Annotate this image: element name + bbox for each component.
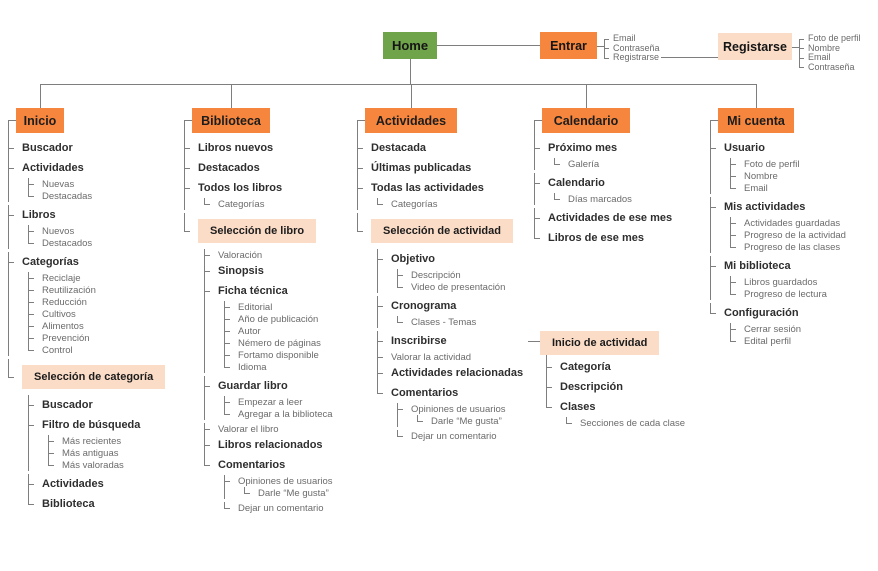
column-biblioteca [184,108,333,517]
registarse-children-bracket [799,34,861,72]
registarse-child-item: Email [799,53,861,63]
connector-registrarse-registarse [661,57,718,58]
node-label: Email [744,182,768,194]
node-label: Destacados [42,237,93,249]
column-mi-cuenta [710,108,846,350]
tree-node-cultivos [28,308,165,320]
tree-node-galeria [554,158,672,170]
tree-branch [224,301,333,373]
tree-node-actividades-de-ese-mes [534,208,672,228]
tree-node-agregar-a-la-biblioteca [224,408,333,420]
tree-node-reduccion [28,296,165,308]
node-label: Progreso de lectura [744,288,827,300]
subsection-box-label: Inicio de actividad [552,337,648,349]
node-label: Opiniones de usuarios [411,403,506,415]
node-label: Categorías [22,255,79,268]
tree-branch [397,269,523,293]
connector-drop-biblioteca [231,84,232,108]
node-label: Categorías [218,198,265,210]
tree-node-comentarios [377,383,523,442]
tree-node-actividades [28,474,165,494]
tree-node-mi-biblioteca [710,256,846,300]
node-label: Valoración [218,249,263,261]
node-label: Cronograma [391,299,457,312]
node-label: Configuración [724,306,799,319]
registarse-child-item: Nombre [799,44,861,54]
tree-node-mis-actividades [710,197,846,253]
node-label: Galería [568,158,600,170]
node-label: Descripción [411,269,461,281]
node-label: Reciclaje [42,272,81,284]
entrar-node-box [540,32,597,59]
node-label: Fortamo disponible [238,349,319,361]
subsection-box-inicio-de-actividad [540,331,659,355]
node-label: Todos los libros [198,181,283,194]
tree-branch [710,138,846,347]
node-label: Actividades [22,161,84,174]
node-label: Némero de páginas [238,337,321,349]
connector-drop-actividades [411,84,412,108]
node-label: Próximo mes [548,141,618,154]
tree-node-biblioteca [28,494,165,514]
tree-node-cerrar-sesion [730,323,846,335]
tree-node-actividades-guardadas [730,217,846,229]
node-label: Todas las actividades [371,181,484,194]
tree-node-dias-marcados [554,193,672,205]
tree-node-configuracion [710,303,846,347]
tree-node-cronograma [377,296,523,328]
node-label: Comentarios [391,386,459,399]
node-label: Dejar un comentario [238,502,324,514]
tree-node-progreso-de-lectura [730,288,846,300]
tree-node-destacadas [28,190,165,202]
tree-branch [730,276,846,300]
tree-node-buscador [8,138,165,158]
node-label: Nombre [744,170,778,182]
section-box-label: Mi cuenta [727,113,785,128]
node-label: Libros nuevos [198,141,274,154]
node-label: Cultivos [42,308,76,320]
node-label: Actividades [42,477,104,490]
tree-node-idioma [224,361,333,373]
tree-node-dejar-un-comentario [224,502,333,514]
node-label: Actividades de ese mes [548,211,673,224]
tree-branch [224,475,333,514]
column-actividades [357,108,523,445]
tree-node-comentarios [204,455,333,514]
node-label: Inscribirse [391,334,447,347]
floating-subtree-inicio-de-actividad [540,331,685,432]
node-label: Calendario [548,176,605,189]
subsection-box-label: Selección de actividad [371,219,513,243]
tree-node-todas-las-actividades [357,178,523,210]
tree-branch [534,138,672,248]
tree-node-ano-de-publicacion [224,313,333,325]
connector-entrar-bracket [597,46,604,47]
node-label: Foto de perfil [744,158,800,170]
node-label: Progreso de la actividad [744,229,846,241]
tree-node-video-de-presentacion [397,281,523,293]
tree-node-prevencion [28,332,165,344]
tree-node-valorar-el-libro [204,423,333,435]
node-label: Control [42,344,73,356]
node-label: Biblioteca [42,497,95,510]
node-label: Destacada [371,141,427,154]
node-label: Mi biblioteca [724,259,791,272]
node-label: Año de publicación [238,313,319,325]
node-label: Últimas publicadas [371,161,472,174]
tree-node-libros-guardados [730,276,846,288]
tree-node-objetivo [377,249,523,293]
tree-node-usuario [710,138,846,194]
tree-node-edital-perfil [730,335,846,347]
tree-node-seleccion-de-libro [184,213,333,514]
node-label: Buscador [22,141,73,154]
tree-node-control [28,344,165,356]
tree-node-categorias [377,198,523,210]
node-label: Cerrar sesión [744,323,802,335]
node-label: Objetivo [391,252,436,265]
node-label: Prevención [42,332,90,344]
node-label: Buscador [42,398,93,411]
node-label: Progreso de las clases [744,241,841,253]
tree-node-email [730,182,846,194]
tree-branch [204,249,333,514]
tree-branch [377,249,523,442]
tree-node-secciones-de-cada-clase [566,417,685,429]
node-label: Autor [238,325,261,337]
node-label: Video de presentación [411,281,506,293]
tree-node-nemero-de-paginas [224,337,333,349]
tree-node-inscribirse [377,331,523,351]
node-label: Destacadas [42,190,93,202]
connector-home-trunk [410,59,411,84]
tree-node-descripcion [397,269,523,281]
column-calendario [534,108,672,248]
tree-branch [566,417,685,429]
entrar-child-item: Contraseña [604,44,660,54]
node-label: Secciones de cada clase [580,417,686,429]
tree-node-guardar-libro [204,376,333,420]
node-label: Agregar a la biblioteca [238,408,333,420]
registarse-node-label: Registarse [723,39,787,54]
node-label: Usuario [724,141,765,154]
tree-node-todos-los-libros [184,178,333,210]
tree-node-valoracion [204,249,333,261]
tree-branch [554,158,672,170]
node-label: Filtro de búsqueda [42,418,141,431]
section-box-inicio [16,108,64,133]
tree-node-ficha-tecnica [204,281,333,373]
tree-node-nuevos [28,225,165,237]
tree-branch [184,138,333,514]
tree-node-buscador [28,395,165,415]
tree-node-actividades [8,158,165,202]
tree-branch [730,158,846,194]
tree-node-fortamo-disponible [224,349,333,361]
tree-node-ultimas-publicadas [357,158,523,178]
node-label: Opiniones de usuarios [238,475,333,487]
tree-branch [28,395,165,514]
node-label: Destacados [198,161,260,174]
node-label: Actividades relacionadas [391,366,524,379]
section-box-label: Calendario [553,113,619,128]
node-label: Descripción [560,380,623,393]
tree-branch [357,138,523,442]
node-label: Libros relacionados [218,438,323,451]
tree-branch [377,198,523,210]
tree-branch [48,435,165,471]
node-label: Más recientes [62,435,122,447]
tree-node-mas-valoradas [48,459,165,471]
tree-branch [554,193,672,205]
tree-node-libros [8,205,165,249]
node-label: Clases [560,400,596,413]
tree-node-seleccion-de-categoria [8,359,165,514]
section-box-calendario [542,108,630,133]
node-label: Sinopsis [218,264,264,277]
registarse-node-box [718,33,792,60]
tree-node-opiniones-de-usuarios [397,403,523,427]
tree-node-foto-de-perfil [730,158,846,170]
tree-node-libros-relacionados [204,435,333,455]
node-label: Clases - Temas [411,316,477,328]
tree-node-destacada [357,138,523,158]
tree-branch [224,396,333,420]
node-label: Reducción [42,296,87,308]
node-label: Idioma [238,361,267,373]
tree-branch [204,198,333,210]
tree-node-destacados [28,237,165,249]
tree-node-filtro-de-busqueda [28,415,165,471]
node-label: Categoría [560,360,611,373]
tree-branch [8,138,165,514]
tree-node-darle-me-gusta [244,487,333,499]
connector-registarse-bracket [792,47,799,48]
node-label: Días marcados [568,193,632,205]
node-label: Nuevos [42,225,75,237]
tree-node-progreso-de-las-clases [730,241,846,253]
tree-node-descripcion [546,377,685,397]
section-box-label: Actividades [375,113,447,128]
tree-node-dejar-un-comentario [397,430,523,442]
tree-node-destacados [184,158,333,178]
section-box-mi-cuenta [718,108,794,133]
node-label: Reutilización [42,284,96,296]
node-label: Valorar la actividad [391,351,472,363]
registarse-child-item: Contraseña [799,63,861,73]
node-label: Libros [22,208,56,221]
node-label: Dejar un comentario [411,430,497,442]
tree-node-clases-temas [397,316,523,328]
connector-drop-inicio [40,84,41,108]
entrar-node-label: Entrar [550,38,587,53]
section-box-biblioteca [192,108,270,133]
node-label: Nuevas [42,178,75,190]
tree-node-seleccion-de-actividad [357,213,523,442]
tree-branch [28,178,165,202]
tree-node-libros-nuevos [184,138,333,158]
tree-node-mas-antiguas [48,447,165,459]
node-label: Alimentos [42,320,84,332]
section-box-label: Inicio [23,113,57,128]
subsection-box-label: Selección de libro [198,219,316,243]
node-label: Más antiguas [62,447,119,459]
tree-branch [244,487,333,499]
node-label: Empezar a leer [238,396,303,408]
tree-node-categorias [204,198,333,210]
section-box-label: Biblioteca [201,113,261,128]
node-label: Darle “Me gusta” [431,415,502,427]
node-label: Libros de ese mes [548,231,644,244]
tree-branch [730,217,846,253]
tree-node-nuevas [28,178,165,190]
node-label: Libros guardados [744,276,818,288]
tree-node-proximo-mes [534,138,672,170]
node-label: Ficha técnica [218,284,288,297]
tree-node-editorial [224,301,333,313]
tree-node-opiniones-de-usuarios [224,475,333,499]
tree-node-valorar-la-actividad [377,351,523,363]
node-label: Actividades guardadas [744,217,841,229]
connector-inscribirse-inicio-de-actividad [528,341,540,342]
column-inicio [8,108,165,517]
entrar-child-item: Email [604,34,660,44]
tree-node-calendario [534,173,672,205]
tree-branch [417,415,523,427]
node-label: Comentarios [218,458,286,471]
tree-branch [28,272,165,356]
tree-node-actividades-relacionadas [377,363,523,383]
tree-node-alimentos [28,320,165,332]
registarse-child-item: Foto de perfil [799,34,861,44]
connector-drop-calendario [586,84,587,108]
tree-node-categorias [8,252,165,356]
tree-node-darle-me-gusta [417,415,523,427]
tree-node-autor [224,325,333,337]
tree-node-reciclaje [28,272,165,284]
tree-branch [397,316,523,328]
node-label: Guardar libro [218,379,288,392]
tree-branch [397,403,523,442]
node-label: Categorías [391,198,438,210]
node-label: Darle “Me gusta” [258,487,329,499]
subsection-box-label: Selección de categoría [22,365,165,389]
entrar-child-item: Registrarse [604,53,660,63]
tree-branch [730,323,846,347]
tree-node-categoria [546,357,685,377]
home-node-label: Home [391,38,429,53]
entrar-children-bracket [604,34,660,63]
tree-branch [28,225,165,249]
tree-node-nombre [730,170,846,182]
tree-node-libros-de-ese-mes [534,228,672,248]
tree-branch [546,357,685,429]
node-label: Edital perfil [744,335,791,347]
tree-node-clases [546,397,685,429]
connector-drop-mi-cuenta [756,84,757,108]
tree-node-reutilizacion [28,284,165,296]
section-box-actividades [365,108,457,133]
node-label: Más valoradas [62,459,124,471]
connector-home-entrar [437,45,540,46]
node-label: Editorial [238,301,273,313]
tree-node-mas-recientes [48,435,165,447]
tree-node-empezar-a-leer [224,396,333,408]
connector-trunk [40,84,756,85]
node-label: Valorar el libro [218,423,279,435]
tree-node-progreso-de-la-actividad [730,229,846,241]
tree-node-sinopsis [204,261,333,281]
node-label: Mis actividades [724,200,806,213]
home-node-box [383,32,437,59]
